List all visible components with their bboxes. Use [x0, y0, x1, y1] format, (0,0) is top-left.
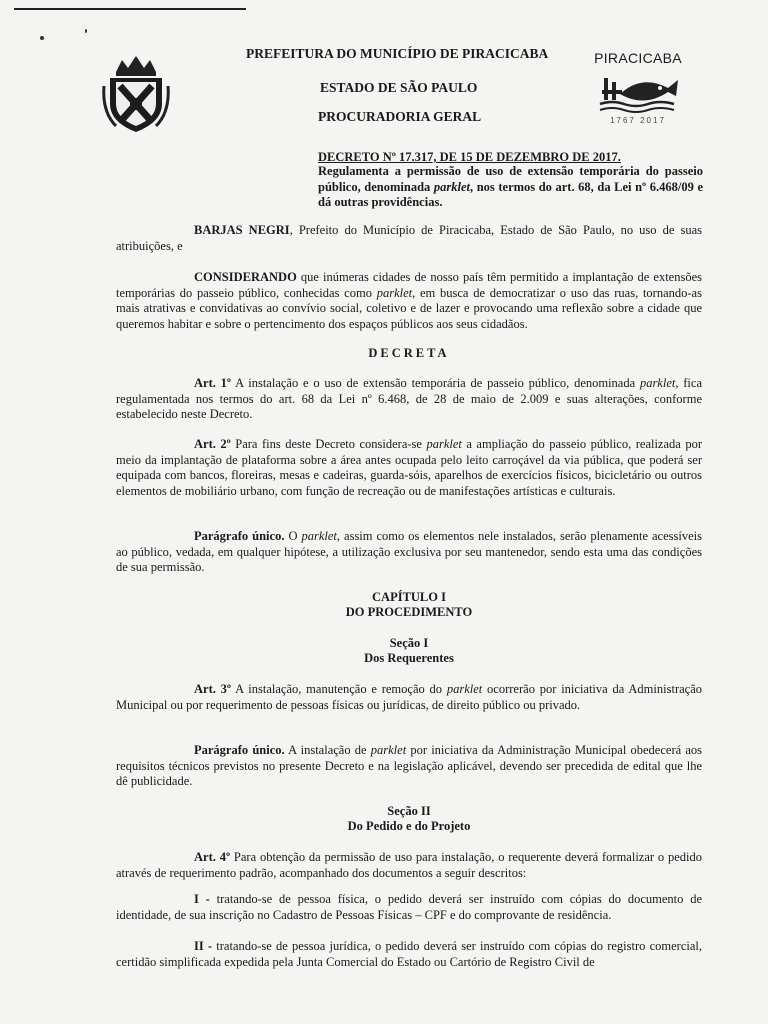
fish-bridge-icon — [598, 72, 680, 114]
scan-speck — [40, 36, 44, 40]
article-3-sole-paragraph: Parágrafo único. A instalação de parklet por iniciativa da Administração Municipal obedecerá aos requisitos técnicos previstos no presente Decreto e na legislação aplicável, devendo ser precedida de edital que lhe dê publicidade. — [116, 743, 702, 788]
city-anniversary-logo — [588, 44, 688, 132]
scan-top-rule — [14, 8, 246, 10]
section-1-number: Seção I — [389, 636, 429, 650]
decreta-heading: DECRETA — [368, 346, 450, 360]
decree-summary: Regulamenta a permissão de uso de extensão temporária do passeio público, denominada parklet, nos termos do art. 68, da Lei nº 6.468/09 e dá outras providências. — [318, 164, 703, 209]
section-2-number: Seção II — [387, 804, 431, 818]
logo-years: 1767 2017 — [610, 116, 666, 125]
intro-paragraph: BARJAS NEGRI, Prefeito do Município de Piracicaba, Estado de São Paulo, no uso de suas atribuições, e — [116, 223, 702, 253]
decree-title: DECRETO Nº 17.317, DE 15 DE DEZEMBRO DE 2017. — [318, 150, 621, 164]
chapter-number: CAPÍTULO I — [372, 590, 446, 604]
scan-speck — [85, 29, 87, 33]
article-3: Art. 3º A instalação, manutenção e remoção do parklet ocorrerão por iniciativa da Administração Municipal ou por requerimento de pessoas físicas ou jurídicas, de direito público ou privado. — [116, 682, 702, 712]
article-1: Art. 1º A instalação e o uso de extensão temporária de passeio público, denominada parklet, fica regulamentada nos termos do art. 68 da Lei nº 6.468, de 28 de maio de 2.009 e suas alterações, conforme estabelecido neste Decreto. — [116, 376, 702, 421]
article-4: Art. 4º Para obtenção da permissão de uso para instalação, o requerente deverá formalizar o pedido através de requerimento padrão, acompanhado dos documentos a seguir descritos: — [116, 850, 702, 880]
header-line-3: PROCURADORIA GERAL — [318, 109, 482, 124]
article-4-item-1: I - tratando-se de pessoa física, o pedido deverá ser instruído com cópias do documento de identidade, de sua inscrição no Cadastro de Pessoas Físicas – CPF e do comprovante de residência. — [116, 892, 702, 922]
considerando-paragraph: CONSIDERANDO que inúmeras cidades de nosso país têm permitido a implantação de extensões temporárias do passeio público, conhecidas como parklet, em busca de democratizar o uso das ruas, tornando-as mais atrativas e convidativas ao convívio social, coletivo e de lazer e provocando uma reflexão sobre a cidade que queremos habitar e sobre o pertencimento dos espaços públicos aos seus cidadãos. — [116, 270, 702, 331]
article-2: Art. 2º Para fins deste Decreto considera-se parklet a ampliação do passeio público, realizada por meio da implantação de plataforma sobre a área antes ocupada pelo leito carroçável da via pública, que poderá ser equipada com bancos, floreiras, mesas e cadeiras, guarda-sóis, aparelhos de exercícios físicos, bicicletário ou outros elementos de mobiliário urbano, com função de recreação ou de manifestações artísticas e culturais. — [116, 437, 702, 498]
logo-title: PIRACICABA — [594, 50, 682, 66]
section-2-title: Do Pedido e do Projeto — [347, 819, 471, 833]
chapter-title: DO PROCEDIMENTO — [345, 605, 473, 619]
header-line-1: PREFEITURA DO MUNICÍPIO DE PIRACICABA — [246, 46, 549, 61]
header-line-2: ESTADO DE SÃO PAULO — [320, 80, 478, 95]
article-4-item-2: II - tratando-se de pessoa jurídica, o pedido deverá ser instruído com cópias do registro comercial, certidão simplificada expedida pela Junta Comercial do Estado ou Cartório de Registro Civil de — [116, 939, 702, 969]
section-1-title: Dos Requerentes — [364, 651, 454, 665]
article-2-sole-paragraph: Parágrafo único. O parklet, assim como os elementos nele instalados, serão plenamente acessíveis ao público, vedada, em qualquer hipótese, a utilização exclusiva por seu mantenedor, sendo esta uma das condições de sua permissão. — [116, 529, 702, 574]
coat-of-arms-icon — [102, 52, 170, 136]
